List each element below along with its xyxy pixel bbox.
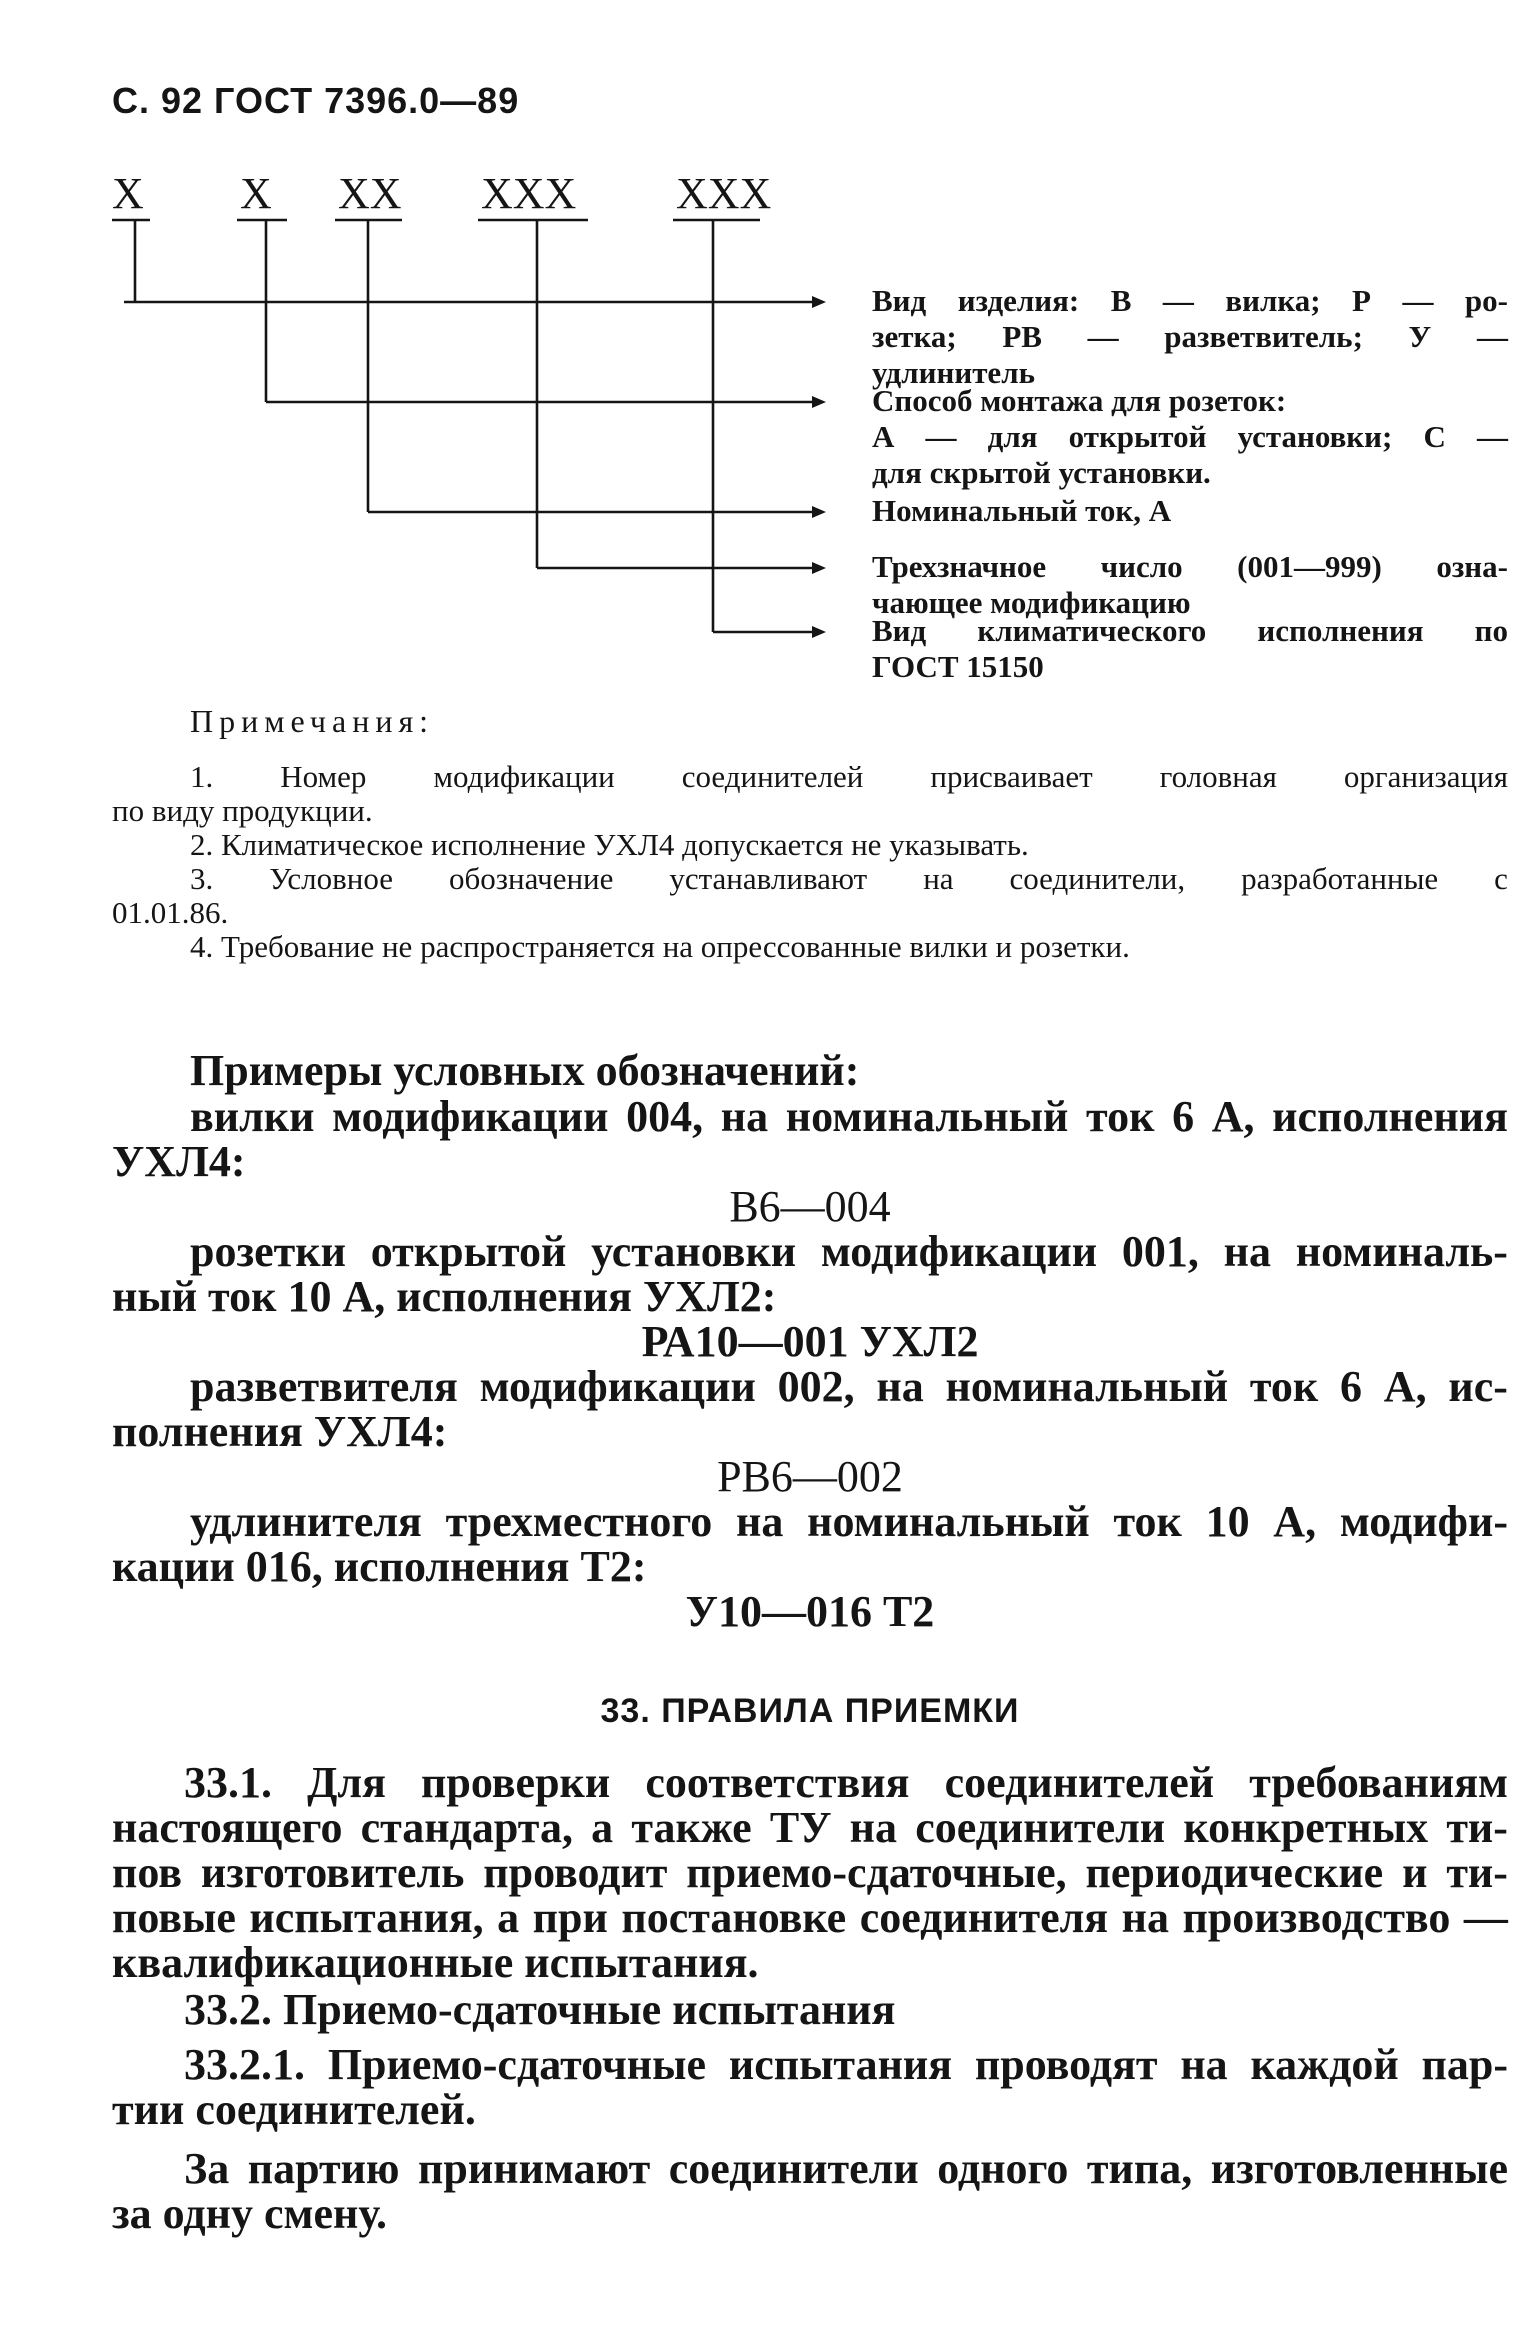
- word: ис-: [1448, 1362, 1508, 1411]
- word: обозначение: [448, 861, 614, 896]
- desc-line: [872, 319, 1508, 355]
- desc-line: Способ монтажа для розеток:: [872, 383, 1287, 418]
- word: одного: [937, 2144, 1069, 2193]
- word: В: [1110, 283, 1132, 318]
- word: Номер: [280, 759, 367, 794]
- arrow-icon: [812, 396, 826, 408]
- word: пов: [112, 1848, 183, 1897]
- notes-title: Примечания:: [190, 703, 435, 739]
- word: разработанные: [1241, 861, 1439, 896]
- word: пар-: [1421, 2040, 1508, 2089]
- paragraph-line: квалификационные испытания.: [112, 1938, 759, 1987]
- word: номинальный: [807, 1497, 1090, 1546]
- word: соединителя: [859, 1893, 1109, 1942]
- paragraph-line: [184, 2042, 1508, 2087]
- word: на: [1121, 1893, 1169, 1942]
- note-line: [190, 862, 1508, 896]
- arrow-icon: [812, 562, 826, 574]
- word: партию: [247, 2144, 400, 2193]
- word: Р: [1352, 283, 1371, 318]
- word: соединители: [668, 2144, 919, 2193]
- word: ТУ: [769, 1803, 832, 1852]
- word: с: [1494, 861, 1508, 896]
- word: —: [1463, 1893, 1508, 1942]
- desc-line: Номинальный ток, А: [872, 493, 1172, 528]
- word: номинальный: [945, 1362, 1229, 1411]
- word: модификации: [332, 1092, 609, 1141]
- scheme-item-climatic: [872, 613, 1508, 685]
- word: производство: [1182, 1893, 1451, 1942]
- desc-line: ГОСТ 15150: [872, 649, 1044, 684]
- notes-list: [112, 760, 1508, 964]
- word: Вид: [872, 613, 927, 648]
- word: —: [1477, 419, 1508, 454]
- word: постановке: [621, 1893, 847, 1942]
- word: —: [1087, 319, 1119, 354]
- word: модификации: [820, 1227, 1098, 1276]
- example-text-line: [190, 1229, 1508, 1274]
- word: озна-: [1436, 549, 1508, 584]
- scheme-code: X: [112, 169, 144, 218]
- word: номиналь-: [1295, 1227, 1508, 1276]
- word: 002,: [777, 1362, 855, 1411]
- word: ток: [1086, 1092, 1155, 1141]
- word: проводит: [483, 1848, 668, 1897]
- paragraph-line: за одну смену.: [112, 2189, 387, 2238]
- word: 001,: [1121, 1227, 1199, 1276]
- word: по: [1474, 613, 1508, 648]
- example-code: У10—016 Т2: [685, 1587, 935, 1636]
- word: —: [1476, 319, 1508, 354]
- word: установки: [591, 1227, 797, 1276]
- word: С: [1423, 419, 1446, 454]
- word: ти-: [1446, 1848, 1508, 1897]
- word: Трехзначное: [872, 549, 1047, 584]
- word: Условное: [269, 861, 394, 896]
- scheme-code: XXX: [676, 169, 772, 218]
- subsection-heading: 33.2. Приемо-сдаточные испытания: [184, 1985, 896, 2034]
- scheme-item-mounting: [872, 383, 1508, 491]
- word: А,: [1211, 1092, 1255, 1141]
- word: принимают: [418, 2144, 651, 2193]
- word: А,: [1273, 1497, 1317, 1546]
- word: испытания: [728, 2040, 953, 2089]
- word: 1.: [190, 759, 214, 794]
- word: вилка;: [1225, 283, 1321, 318]
- word: розетки: [190, 1227, 346, 1276]
- word: установки;: [1237, 419, 1393, 454]
- word: открытой: [370, 1227, 567, 1276]
- word: испытания,: [249, 1893, 484, 1942]
- word: —: [925, 419, 957, 454]
- paragraph-line: [112, 1805, 1508, 1850]
- word: разветвитель;: [1164, 319, 1363, 354]
- desc-line: [872, 613, 1508, 649]
- desc-line: для скрытой установки.: [872, 455, 1211, 490]
- example-text-line: [190, 1364, 1508, 1409]
- word: открытой: [1068, 419, 1207, 454]
- word: также: [631, 1803, 752, 1852]
- note-line: по виду продукции.: [112, 793, 373, 828]
- word: на: [1180, 2040, 1228, 2089]
- word: организация: [1343, 759, 1508, 794]
- word: на: [876, 1362, 924, 1411]
- word: при: [532, 1893, 608, 1942]
- word: (001—999): [1237, 549, 1382, 584]
- note-line: 01.01.86.: [112, 895, 229, 930]
- scheme-code: XXX: [481, 169, 577, 218]
- word: на: [720, 1092, 769, 1141]
- word: приемо-сдаточные,: [686, 1848, 1067, 1897]
- word: трехместного: [445, 1497, 713, 1546]
- word: соединителей: [944, 1758, 1215, 1807]
- word: 3.: [190, 861, 214, 896]
- examples-list: [112, 1094, 1508, 1634]
- word: типа,: [1086, 2144, 1193, 2193]
- word: конкретных: [1183, 1803, 1429, 1852]
- word: исполнения: [1257, 613, 1424, 648]
- word: ток: [1113, 1497, 1182, 1546]
- word: Для: [307, 1758, 386, 1807]
- arrow-icon: [812, 506, 826, 518]
- word: проводят: [974, 2040, 1158, 2089]
- word: а: [497, 1893, 520, 1942]
- example-text-line: ный ток 10 А, исполнения УХЛ2:: [112, 1272, 777, 1321]
- word: 6: [1340, 1362, 1363, 1411]
- word: 33.2.1.: [184, 2040, 305, 2089]
- word: —: [1162, 283, 1194, 318]
- page-header: С. 92 ГОСТ 7396.0—89: [112, 80, 520, 121]
- word: число: [1100, 549, 1183, 584]
- section-heading: 33. ПРАВИЛА ПРИЕМКИ: [600, 1692, 1020, 1730]
- word: 004,: [626, 1092, 704, 1141]
- word: РВ: [1002, 319, 1042, 354]
- word: проверки: [421, 1758, 611, 1807]
- word: периодические: [1085, 1848, 1384, 1897]
- example-text-line: [190, 1499, 1508, 1544]
- note-line: [190, 760, 1508, 794]
- word: 33.1.: [184, 1758, 272, 1807]
- desc-line: удлинитель: [872, 355, 1035, 390]
- desc-line: чающее модификацию: [872, 585, 1191, 620]
- word: модификации: [433, 759, 615, 794]
- word: соответствия: [645, 1758, 910, 1807]
- word: ти-: [1446, 1803, 1508, 1852]
- word: и: [1402, 1848, 1428, 1897]
- scheme-item-product-type: [872, 283, 1508, 391]
- paragraph-line: [184, 1760, 1508, 1805]
- word: требованиям: [1249, 1758, 1508, 1807]
- word: ток: [1249, 1362, 1319, 1411]
- word: соединители,: [1009, 861, 1186, 896]
- arrow-icon: [812, 296, 826, 308]
- paragraph-line: [184, 2146, 1508, 2191]
- word: номинальный: [785, 1092, 1069, 1141]
- word: повые: [112, 1893, 236, 1942]
- example-code: РА10—001 УХЛ2: [641, 1317, 979, 1366]
- word: присваивает: [930, 759, 1093, 794]
- scheme-code: X: [240, 169, 272, 218]
- example-text-line: УХЛ4:: [112, 1137, 246, 1186]
- word: —: [1402, 283, 1434, 318]
- word: Приемо-сдаточные: [327, 2040, 707, 2089]
- word: ро-: [1464, 283, 1508, 318]
- word: изделия:: [957, 283, 1080, 318]
- word: За: [184, 2144, 230, 2193]
- word: головная: [1159, 759, 1277, 794]
- arrow-icon: [812, 626, 826, 638]
- note-line: 4. Требование не распространяется на опрессованные вилки и розетки.: [190, 929, 1130, 964]
- word: удлинителя: [190, 1497, 422, 1546]
- word: разветвителя: [190, 1362, 458, 1411]
- example-text-line: кации 016, исполнения Т2:: [112, 1542, 647, 1591]
- word: исполнения: [1272, 1092, 1508, 1141]
- word: на: [849, 1803, 898, 1852]
- word: изготовленные: [1210, 2144, 1508, 2193]
- word: на: [1223, 1227, 1272, 1276]
- word: стандарта,: [360, 1803, 573, 1852]
- desc-line: [872, 283, 1508, 319]
- word: изготовитель: [200, 1848, 465, 1897]
- example-code: РВ6—002: [717, 1452, 903, 1501]
- word: модификации: [479, 1362, 756, 1411]
- word: А,: [1383, 1362, 1427, 1411]
- desc-line: [872, 549, 1508, 585]
- word: модифи-: [1339, 1497, 1508, 1546]
- word: 6: [1172, 1092, 1195, 1141]
- word: климатического: [977, 613, 1207, 648]
- paragraph-line: тии соединителей.: [112, 2085, 476, 2134]
- scheme-item-current: [872, 493, 1171, 529]
- word: соединители: [915, 1803, 1166, 1852]
- word: для: [987, 419, 1038, 454]
- word: на: [923, 861, 954, 896]
- word: А: [872, 419, 895, 454]
- example-code: В6—004: [729, 1182, 891, 1231]
- word: зетка;: [872, 319, 957, 354]
- scheme-item-modification: [872, 549, 1508, 621]
- word: а: [591, 1803, 614, 1852]
- example-text-line: [190, 1094, 1508, 1139]
- word: устанавливают: [669, 861, 868, 896]
- note-line: 2. Климатическое исполнение УХЛ4 допускается не указывать.: [190, 827, 1029, 862]
- word: вилки: [190, 1092, 315, 1141]
- word: Вид: [872, 283, 927, 318]
- paragraph-line: [112, 1895, 1508, 1940]
- scheme-code: XX: [338, 169, 402, 218]
- paragraph-line: [112, 1850, 1508, 1895]
- word: каждой: [1250, 2040, 1399, 2089]
- examples-title: Примеры условных обозначений:: [190, 1046, 860, 1095]
- desc-line: [872, 419, 1508, 455]
- word: на: [736, 1497, 784, 1546]
- section-body: [112, 1760, 1508, 2236]
- word: У: [1408, 319, 1432, 354]
- word: настоящего: [112, 1803, 343, 1852]
- word: соединителей: [681, 759, 864, 794]
- example-text-line: полнения УХЛ4:: [112, 1407, 448, 1456]
- word: 10: [1205, 1497, 1250, 1546]
